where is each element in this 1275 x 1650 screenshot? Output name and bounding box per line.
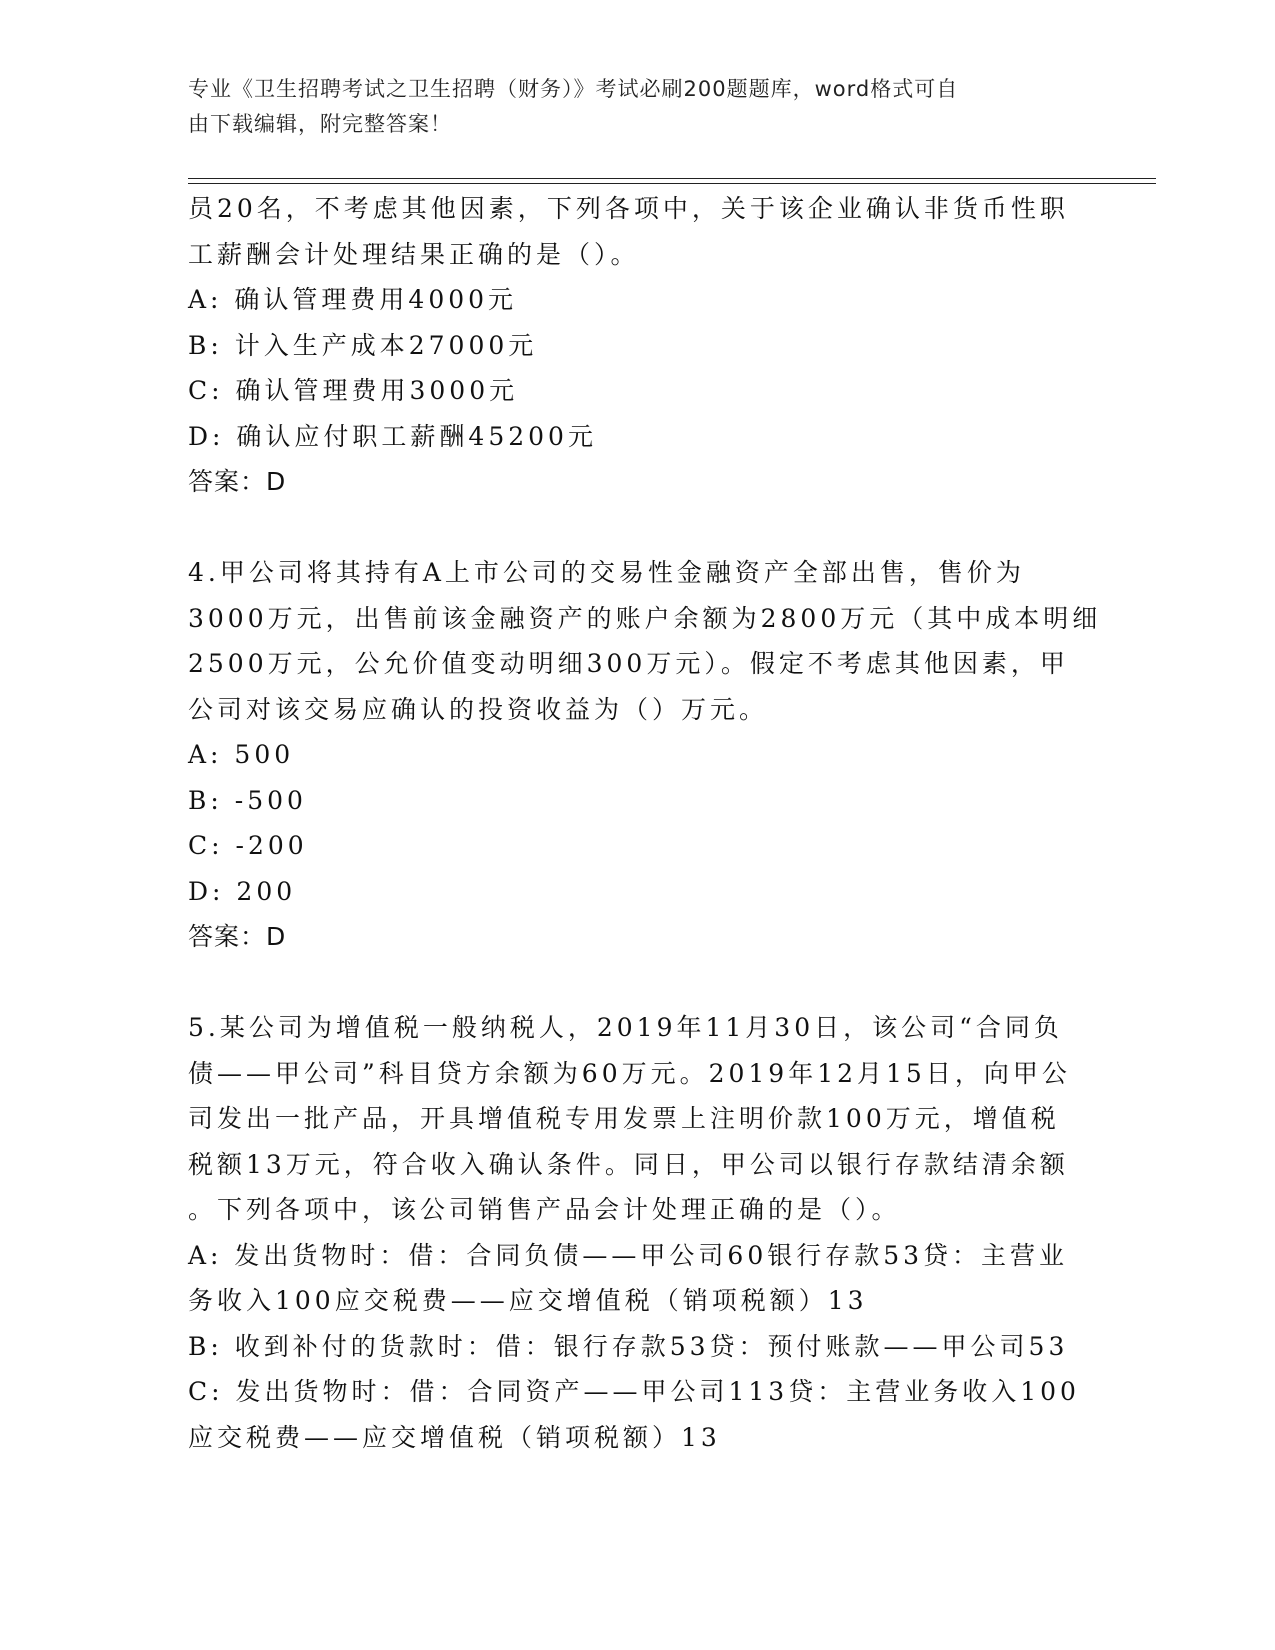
question-stem-line: 。下列各项中，该公司销售产品会计处理正确的是（）。 xyxy=(188,1195,901,1224)
header-line-1: 专业《卫生招聘考试之卫生招聘（财务）》考试必刷200题题库，word格式可自 xyxy=(188,77,959,101)
option-b: B: 收到补付的货款时：借：银行存款53贷：预付账款——甲公司53 xyxy=(188,1331,1069,1361)
question-stem-line: 债——甲公司”科目贷方余额为60万元。2019年12月15日，向甲公 xyxy=(188,1058,1071,1088)
question-stem-line: 司发出一批产品，开具增值税专用发票上注明价款100万元，增值税 xyxy=(188,1104,1060,1133)
question-stem-line: 员20名，不考虑其他因素，下列各项中，关于该企业确认非货币性职 xyxy=(188,194,1069,223)
question-4 xyxy=(188,550,1102,960)
option-c: C: 发出货物时：借：合同资产——甲公司113贷：主营业务收入100 xyxy=(188,1377,1080,1406)
header-divider-bottom xyxy=(188,183,1156,184)
option-a: A: 500 xyxy=(188,740,295,769)
option-d: D: 确认应付职工薪酬45200元 xyxy=(188,421,597,451)
question-stem-line: 5.某公司为增值税一般纳税人，2019年11月30日，该公司“合同负 xyxy=(188,1013,1063,1042)
header-line-2: 由下载编辑，附完整答案！ xyxy=(188,112,452,136)
question-stem-line: 2500万元，公允价值变动明细300万元）。假定不考虑其他因素，甲 xyxy=(188,649,1069,678)
document-header xyxy=(188,72,1088,142)
option-c: C: -200 xyxy=(188,831,308,860)
option-a: A: 确认管理费用4000元 xyxy=(188,285,518,314)
option-a: A: 发出货物时：借：合同负债——甲公司60银行存款53贷：主营业 xyxy=(188,1240,1069,1270)
question-stem-line: 税额13万元，符合收入确认条件。同日，甲公司以银行存款结清余额 xyxy=(188,1149,1069,1179)
header-divider-top xyxy=(188,178,1156,179)
option-a-continued: 务收入100应交税费——应交增值税（销项税额）13 xyxy=(188,1286,868,1315)
question-stem-line: 公司对该交易应确认的投资收益为（）万元。 xyxy=(188,694,769,724)
question-stem-line: 工薪酬会计处理结果正确的是（）。 xyxy=(188,239,640,269)
question-3 xyxy=(188,186,1088,505)
spacer xyxy=(188,960,1088,1006)
question-stem-line: 4.甲公司将其持有A上市公司的交易性金融资产全部出售，售价为 xyxy=(188,558,1025,587)
option-c: C: 确认管理费用3000元 xyxy=(188,376,519,405)
spacer xyxy=(188,505,1088,551)
question-stem-line: 3000万元，出售前该金融资产的账户余额为2800万元（其中成本明细 xyxy=(188,603,1102,633)
option-c-continued: 应交税费——应交增值税（销项税额）13 xyxy=(188,1422,721,1452)
document-body xyxy=(188,186,1102,1460)
option-b: B: 计入生产成本27000元 xyxy=(188,330,538,360)
option-b: B: -500 xyxy=(188,785,307,815)
answer-label: 答案：D xyxy=(188,467,287,496)
option-d: D: 200 xyxy=(188,876,297,906)
question-5 xyxy=(188,1005,1088,1460)
answer-label: 答案：D xyxy=(188,922,287,951)
